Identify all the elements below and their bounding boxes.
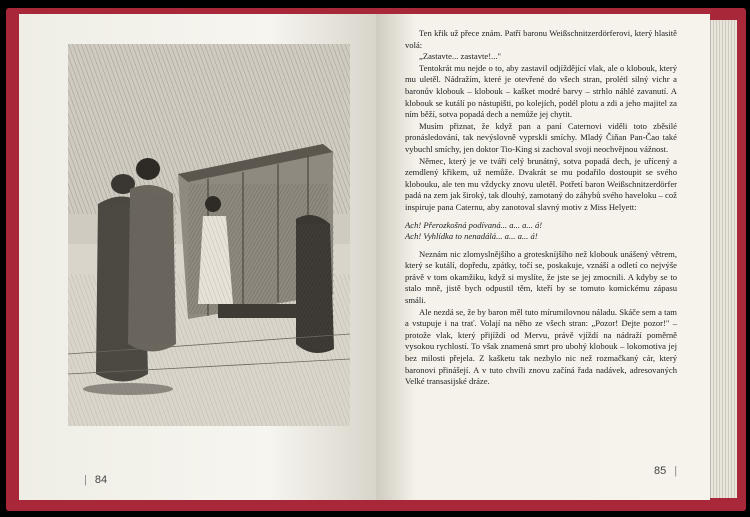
page-number-right: 85 | <box>654 465 678 477</box>
right-page-text <box>405 28 677 388</box>
paragraph: Musím přiznat, že když pan a paní Caternovi viděli toto zběsilé pronásledování, tak nevýslovně vyprskli smíchy. Mladý Čiňan Pan-Čao také vybuchl smíchy, jen doktor Tio-King si zachoval svoji neochvějnou vážnost. <box>405 120 677 154</box>
engraving-illustration <box>68 44 350 426</box>
illustration-drawing <box>68 44 350 426</box>
verse <box>405 220 677 243</box>
paragraph: „Zastavte... zastavte!..." <box>419 51 502 62</box>
paragraph: Ten křik už přece znám. Patří baronu Weißschnitzerdörferovi, který hlasitě volá: <box>405 28 677 50</box>
page-edges <box>710 20 737 498</box>
paragraph: Ale nezdá se, že by baron měl tuto mírumilovnou náladu. Skáče sem a tam a vstupuje i na trať. Volají na něho ze všech stran: „Pozor! Dejte pozor!" – protože vlak, který přijíždí od Mervu, právě vjíždí na nádraží poměrně vysokou rychlostí. To však znamená smrt pro ubohý klobouk – lokomotiva jej bez milosti přejela. Z kašketu tak nezbylo nic než rozmačkaný cár, který baronovi přinášejí. A v tuto chvíli znovu začíná řada nadávek, adresovaných Velké transasijské dráze. <box>405 306 677 387</box>
paragraph: Tentokrát mu nejde o to, aby zastavil odjíždějící vlak, ale o klobouk, který mu uletěl. Nádražím, které je otevřené do všech stran, prolétl silný vichr a baronův klobouk – klobouk – kašket modré barvy – strhlo náhlé zavanutí. A klobouk se kutálí po nástupišti, po kolejích, podél plotu a zdi a jeho majitel za ním běží, sotva popadá dech a nemůže jej chytit. <box>405 62 677 120</box>
paragraph: Neznám nic zlomyslnějšího a groteskníjšího než klobouk unášený větrem, který se kutálí, dopředu, zpátky, točí se, poskakuje, vznáší a odletí co nejvýše právě v tom okamžiku, když si myslíte, že jste se jej zmocnili. A kdyby se to stalo mně, jistě bych odpustil těm, kteří by se tomuto komickému zápasu smáli. <box>405 248 677 306</box>
paragraph: Němec, který je ve tváři celý brunátný, sotva popadá dech, je uřícený a zemdlený křikem, už nemůže. Dvakrát se mu podařilo dostoupit se svého klobouku, ale ten mu vždycky znovu uletěl. Potřetí baron Weißschnitzerdörfer padá na zem jak široký, tak dlouhý, zamotaný do záhybů svého haveloku – což inspiruje pana Caternu, aby zanotoval slavný motiv z Miss Helyett: <box>405 155 677 212</box>
verse-line: Ach! Vyhlídka to nenadálá... a... a... á! <box>405 231 538 242</box>
verse-line: Ach! Přerozkošná podívaná... a... a... á! <box>405 219 543 230</box>
page-number-left: | 84 <box>84 474 108 486</box>
